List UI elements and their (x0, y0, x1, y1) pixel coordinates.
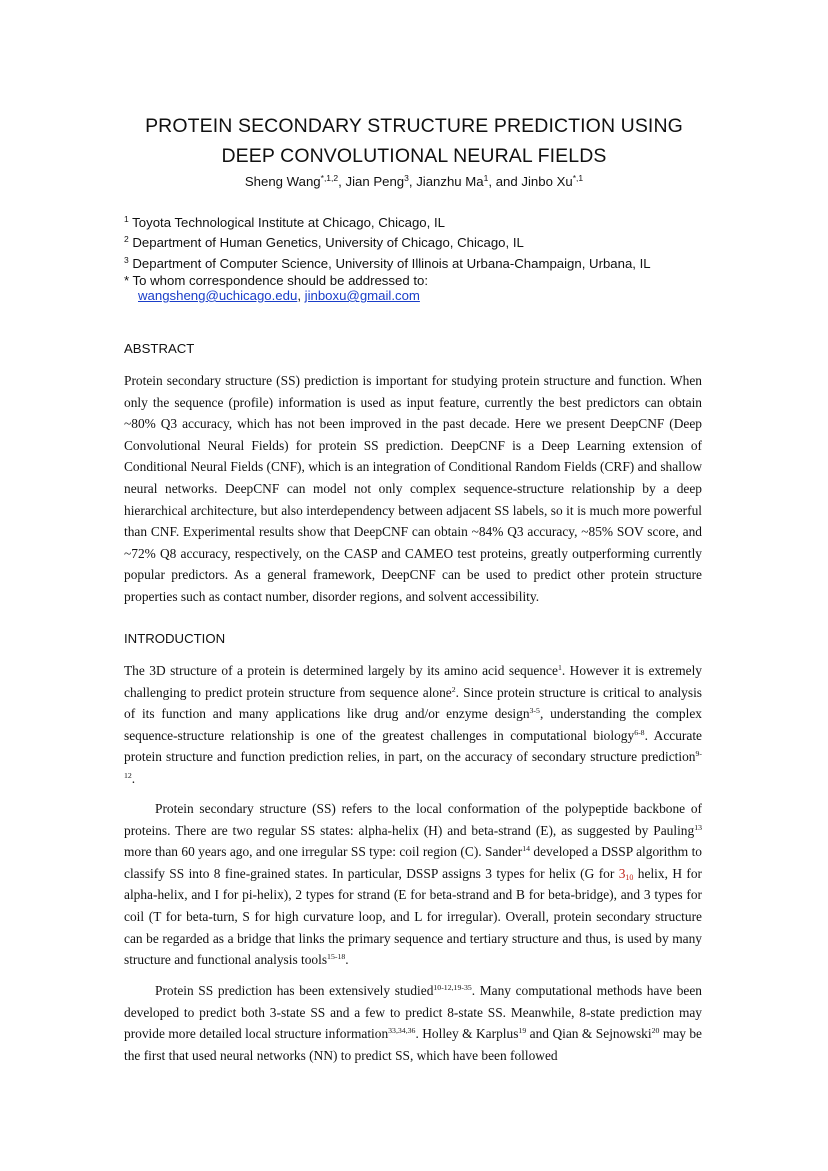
author-name: Sheng Wang (244, 174, 321, 189)
citation-ref: 3-5 (529, 706, 540, 716)
author-name: Jinbo Xu (521, 174, 573, 189)
correspondence-note (124, 273, 744, 303)
citation-ref: 6-8 (634, 727, 645, 737)
affiliation-3: $^3$ Department of Computer Science, University of Illinois at Urbana-Champaign, Urbana, IL (124, 255, 651, 271)
abstract-text: Protein secondary structure (SS) prediction is important for studying protein structure and function. When only the sequence (profile) information is used as input feature, currently the best predictors can obtain ~80% Q3 accuracy, which has not been improved in the past decade. Here we present DeepCNF (Deep Convolutional Neural Fields) for protein SS prediction. DeepCNF is a Deep Learning extension of Conditional Neural Fields (CNF), which is an integration of Conditional Random Fields (CRF) and shallow neural networks. DeepCNF can model not only complex sequence-structure relationship by a deep hierarchical architecture, but also interdependency between adjacent SS labels, so it is much more powerful than CNF. Experimental results show that DeepCNF can obtain ~84% Q3 accuracy, ~85% SOV score, and ~72% Q8 accuracy, respectively, on the CASP and CAMEO test proteins, greatly outperforming currently popular predictors. As a general framework, DeepCNF can be used to predict other protein structure properties such as contact number, disorder regions, and solvent accessibility. (124, 373, 702, 604)
title-line-2: DEEP CONVOLUTIONAL NEURAL FIELDS (221, 145, 607, 167)
citation-ref: 1 (557, 663, 562, 672)
author-name: Jian Peng (345, 174, 405, 189)
citation-ref: 2 (451, 684, 456, 694)
highlighted-term: $3_{10}$ (618, 865, 634, 882)
email-link-jinboxu[interactable]: jinboxu@gmail.com (304, 288, 420, 303)
paper-title (90, 111, 738, 171)
correspondence-text: * To whom correspondence should be addressed to: (124, 273, 428, 288)
citation-ref: 14 (522, 844, 531, 854)
citation-ref: 20 (651, 1026, 660, 1036)
intro-paragraph-3: Protein SS prediction has been extensively studied$^{10-12,19-35}$. Many computational methods have been developed to predict both 3-state SS and a few to predict 8-state SS. Meanwhile, 8-state prediction may provide more detailed local structure information$^{33,34,36}$. Holley & Karplus$^{19}$ and Qian & Sejnowski$^{20}$ may be the first that used neural networks (NN) to predict SS, which have been followed (124, 983, 703, 1063)
email-link-wangsheng[interactable]: wangsheng@uchicago.edu (138, 288, 298, 303)
email-list: wangsheng@uchicago.edu, jinboxu@gmail.com (138, 288, 420, 303)
author-mark: *,1 (572, 173, 584, 183)
author-name: Jianzhu Ma (416, 174, 484, 189)
citation-ref: 10-12,19-35 (433, 983, 472, 992)
abstract-heading: ABSTRACT (124, 341, 195, 356)
citation-ref: 9-12 (124, 749, 702, 780)
author-mark: 3 (404, 173, 409, 183)
introduction-heading: INTRODUCTION (124, 631, 226, 646)
affiliation-1: $^1$ Toyota Technological Institute at Chicago, Chicago, IL (124, 214, 445, 230)
author-mark: *,1,2 (320, 173, 339, 183)
author-list: Sheng Wang$^{*,1,2}$, Jian Peng$^3$, Jianzhu Ma$^1$, and Jinbo $Xu^{*,1}$ (244, 173, 584, 189)
author-mark: 1 (483, 173, 489, 183)
citation-ref: 15-18 (327, 952, 346, 962)
citation-ref: 19 (518, 1026, 527, 1036)
affiliation-2: $^2$ Department of Human Genetics, University of Chicago, Chicago, IL (124, 234, 524, 250)
intro-paragraph-1: The 3D structure of a protein is determined largely by its amino acid sequence$^1$. However it is extremely challenging to predict protein structure from sequence alone$^2$. Since protein structure is critical to analysis of its function and many applications like drug and/or enzyme design$^{3-5}$, understanding the complex sequence-structure relationship is one of the greatest challenges in computational biology$^{6-8}$. Accurate protein structure and function prediction relies, in part, on the accuracy of secondary structure prediction$^{9-12}$. (124, 663, 702, 786)
intro-paragraph-2: Protein secondary structure (SS) refers to the local conformation of the polypeptide backbone of proteins. There are two regular SS states: alpha-helix (H) and beta-strand (E), as suggested by Pauling$^{13}$ more than 60 years ago, and one irregular SS type: coil region (C). Sander$^{14}$ developed a DSSP algorithm to classify SS into 8 fine-grained states. In particular, DSSP assigns 3 types for helix (G for $3_{10}$ helix, H for alpha-helix, and I for pi-helix), 2 types for strand (E for beta-strand and B for beta-bridge), and 3 types for coil (T for beta-turn, S for high curvature loop, and L for irregular). Overall, protein secondary structure can be regarded as a bridge that links the primary sequence and tertiary structure and thus, is used by many structure and functional analysis tools$^{15-18}$. (124, 801, 702, 968)
citation-ref: 13 (694, 822, 702, 832)
citation-ref: 33,34,36 (388, 1026, 416, 1036)
title-line-1: PROTEIN SECONDARY STRUCTURE PREDICTION USING (145, 115, 683, 137)
